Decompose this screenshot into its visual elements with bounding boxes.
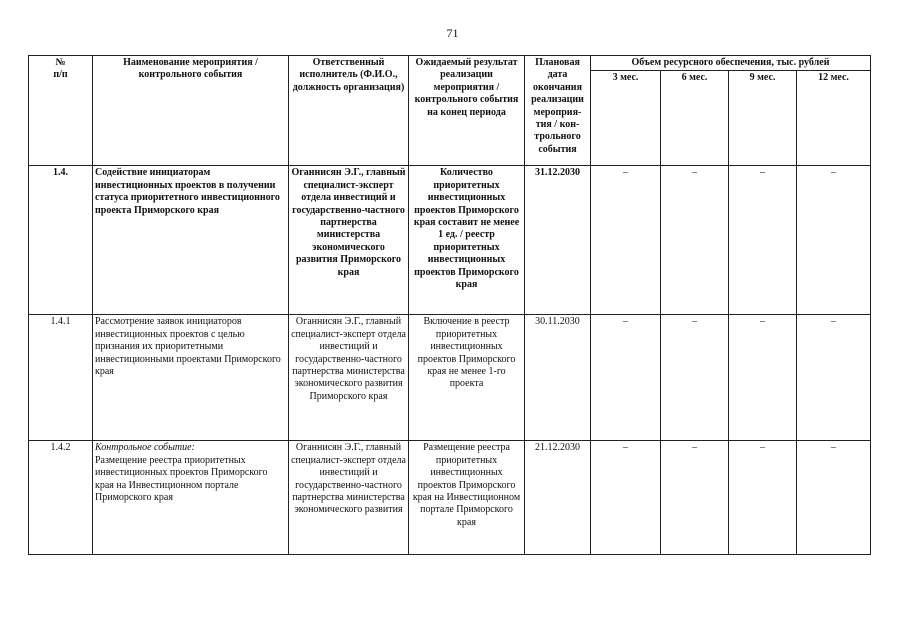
page-number: 71 — [446, 26, 459, 40]
row-m12: – — [797, 441, 871, 555]
header-num: № п/п — [29, 56, 93, 166]
row-name: Рассмотрение заявок инициаторов инвестиционных проектов с целью признания их приоритетными инвестиционными проектами Приморского края — [93, 315, 289, 441]
row-responsible: Оганнисян Э.Г., главный специалист-эксперт отдела инвестиций и государственно-частного партнерства министерства экономического развития Приморского края — [289, 166, 409, 315]
table-row — [29, 441, 871, 555]
header-m9: 9 мес. — [729, 71, 797, 166]
header-m6: 6 мес. — [661, 71, 729, 166]
row-num: 1.4. — [29, 166, 93, 315]
row-m3: – — [591, 315, 661, 441]
row-responsible: Оганнисян Э.Г., главный специалист-эксперт отдела инвестиций и государственно-частного партнерства министерства экономического развития — [289, 441, 409, 555]
row-m9: – — [729, 166, 797, 315]
row-m3: – — [591, 166, 661, 315]
row-name: Содействие инициаторам инвестиционных проектов в получении статуса приоритетного инвестиционного проекта Приморского края — [93, 166, 289, 315]
row-date: 31.12.2030 — [525, 166, 591, 315]
row-name-cell — [93, 441, 289, 555]
activity-plan-table — [28, 55, 871, 555]
row-result: Количество приоритетных инвестиционных проектов Приморского края составит не менее 1 ед. / реестр приоритетных инвестиционных проектов Приморского края — [409, 166, 525, 315]
row-m6: – — [661, 441, 729, 555]
header-responsible: Ответственный исполнитель (Ф.И.О., должность организация) — [289, 56, 409, 166]
table-row — [29, 315, 871, 441]
row-m6: – — [661, 315, 729, 441]
header-name: Наименование мероприятия / контрольного события — [93, 56, 289, 166]
row-date: 30.11.2030 — [525, 315, 591, 441]
row-result: Размещение реестра приоритетных инвестиционных проектов Приморского края на Инвестиционном портале Приморского края — [409, 441, 525, 555]
row-num: 1.4.1 — [29, 315, 93, 441]
header-date: Плановая дата окончания реализации мероприя-тия / кон-трольного события — [525, 56, 591, 166]
header-resources: Объем ресурсного обеспечения, тыс. рублей — [591, 56, 871, 71]
row-m6: – — [661, 166, 729, 315]
row-m12: – — [797, 166, 871, 315]
row-date: 21.12.2030 — [525, 441, 591, 555]
row-name: Размещение реестра приоритетных инвестиционных проектов Приморского края на Инвестиционном портале Приморского края — [95, 454, 268, 504]
header-m12: 12 мес. — [797, 71, 871, 166]
header-row — [29, 56, 871, 71]
row-m12: – — [797, 315, 871, 441]
header-m3: 3 мес. — [591, 71, 661, 166]
row-result: Включение в реестр приоритетных инвестиционных проектов Приморского края не менее 1-го проекта — [409, 315, 525, 441]
row-num: 1.4.2 — [29, 441, 93, 555]
header-result: Ожидаемый результат реализации мероприятия / контрольного события на конец периода — [409, 56, 525, 166]
row-responsible: Оганнисян Э.Г., главный специалист-эксперт отдела инвестиций и государственно-частного партнерства министерства экономического развития Приморского края — [289, 315, 409, 441]
row-m9: – — [729, 315, 797, 441]
control-event-label: Контрольное событие: — [95, 442, 195, 454]
row-m3: – — [591, 441, 661, 555]
table-row — [29, 166, 871, 315]
row-m9: – — [729, 441, 797, 555]
